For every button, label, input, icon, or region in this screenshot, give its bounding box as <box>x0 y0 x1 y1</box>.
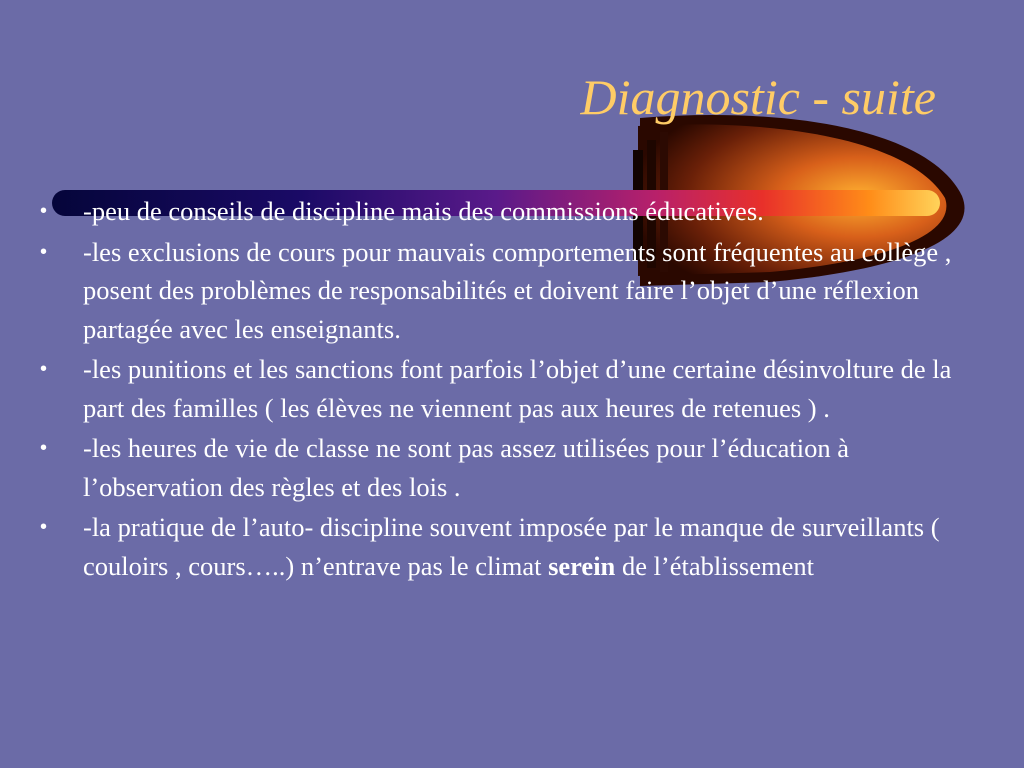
bullet-text-before: -la pratique de l’auto- discipline souvent imposée par le manque de surveillants ( couloirs , cours…..) n’entrave pas le climat <box>83 512 940 581</box>
bullet-text: -peu de conseils de discipline mais des commissions éducatives. <box>83 196 764 226</box>
bullet-item <box>40 429 980 506</box>
bullet-bold-word: serein <box>548 550 616 581</box>
bullet-list <box>40 192 980 587</box>
bullet-text: -les heures de vie de classe ne sont pas assez utilisées pour l’éducation à l’observation des règles et des lois . <box>83 433 850 502</box>
bullet-item <box>40 350 980 427</box>
bullet-item <box>40 508 980 585</box>
bullet-icon: • <box>40 437 48 459</box>
bullet-icon: • <box>40 200 48 222</box>
bullet-item <box>40 233 980 349</box>
bullet-text: -les exclusions de cours pour mauvais comportements sont fréquentes au collège , posent des problèmes de responsabilités et doivent faire l’objet d’une réflexion partagée avec les enseignants. <box>83 236 952 344</box>
bullet-item <box>40 192 980 231</box>
bullet-icon: • <box>40 516 48 538</box>
bullet-icon: • <box>40 240 48 263</box>
bullet-icon: • <box>40 358 48 380</box>
bullet-text: -les punitions et les sanctions font parfois l’objet d’une certaine désinvolture de la part des familles ( les élèves ne viennent pas aux heures de retenues ) . <box>83 354 952 423</box>
slide-title: Diagnostic - suite <box>580 69 936 125</box>
bullet-text-after: de l’établissement <box>615 550 814 581</box>
